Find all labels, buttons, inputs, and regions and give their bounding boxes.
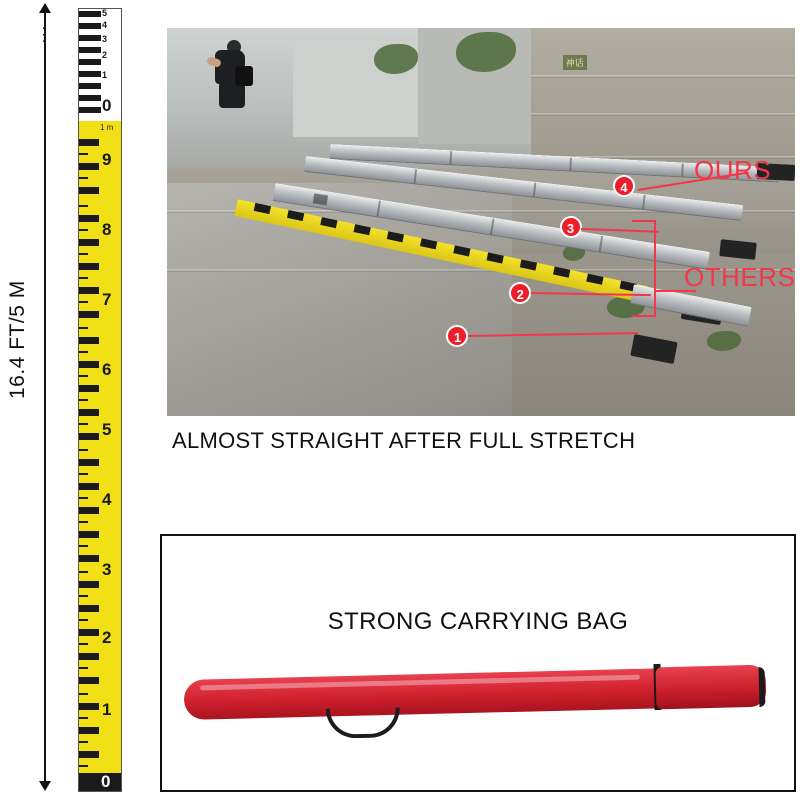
rod-graduated-section: 1 m 9 8 7 6 5 4 3 2 1 0 [79,121,121,792]
field-photo [167,28,795,416]
callout-ours-label: OURS [694,155,772,185]
rod-upper-section: 5 4 3 2 1 0 [79,9,121,121]
photo-caption: ALMOST STRAIGHT AFTER FULL STRETCH [172,428,636,453]
dimension-label: 16.4 FT/5 M [6,280,29,399]
photo-person [205,40,265,130]
carrying-bag-title: STRONG CARRYING BAG [327,608,629,635]
photo-shop-sign: 神话 [563,55,587,70]
carrying-bag-panel [160,534,796,792]
photo-badge-1: 1 [446,325,468,347]
bag-strap [326,707,401,738]
dimension-arrow-icon [44,12,46,782]
callout-others-label: OTHERS [684,262,796,292]
carrying-bag-image [176,660,776,728]
telescopic-measuring-rod [78,8,122,792]
others-bracket [632,220,656,317]
photo-badge-3: 3 [560,216,582,238]
measuring-rod-panel [0,0,150,800]
ellipsis-marker: ... [39,26,56,46]
photo-badge-2: 2 [509,282,531,304]
photo-badge-4: 4 [613,175,635,197]
